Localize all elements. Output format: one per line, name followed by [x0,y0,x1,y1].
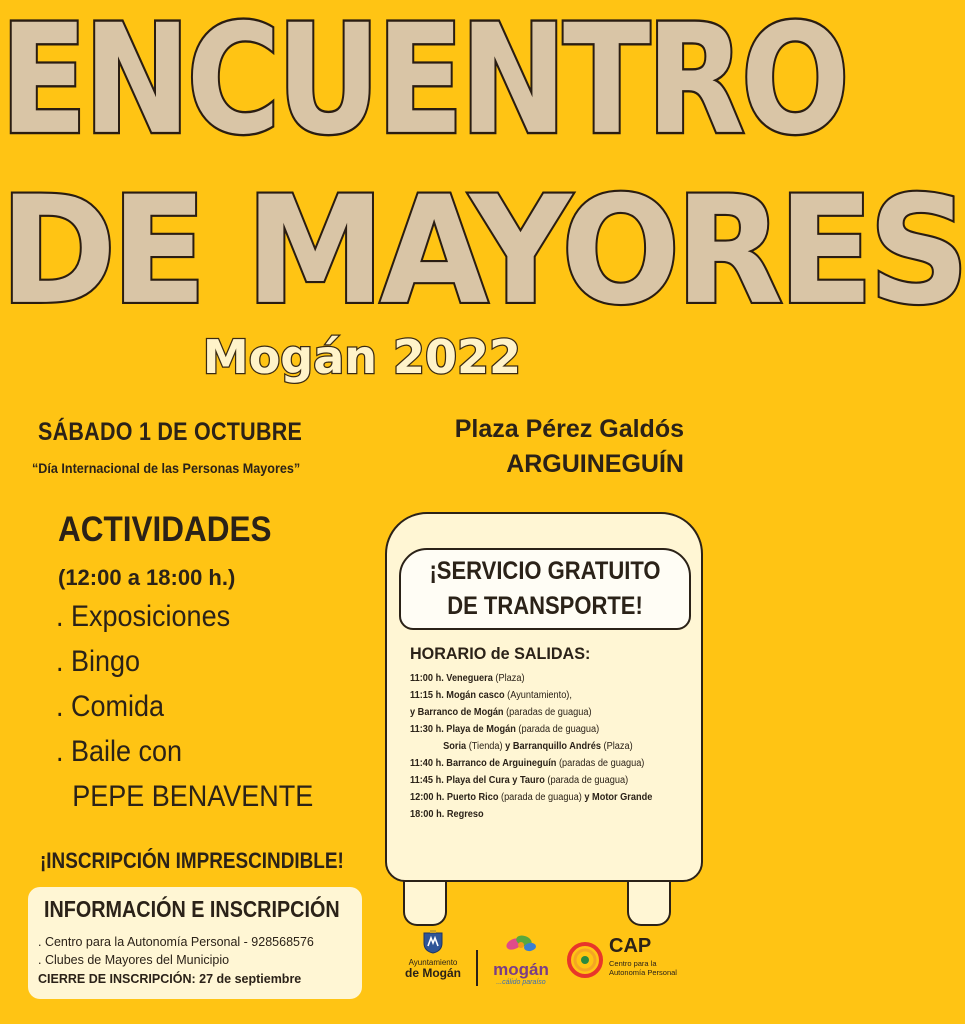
cap-logo [565,935,695,985]
title-line-1: ENCUENTRO [0,0,846,169]
ayto-small-text: Ayuntamiento [408,958,458,967]
activities-title: ACTIVIDADES [58,510,272,549]
activity-item: . Bingo [56,645,141,678]
mogan-name: mogán [493,960,549,979]
schedule-row: 18:00 h. Regreso [410,809,484,820]
subtitle: Mogán 2022 [202,330,522,384]
activities-list [56,594,313,819]
title-line-2: DE MAYORES [0,165,965,338]
schedule-row: y Barranco de Mogán (paradas de guagua) [410,707,592,718]
schedule-row: 11:30 h. Playa de Mogán (parada de guagua) [410,724,600,735]
activity-item: . Comida [56,690,165,723]
mogan-brand-logo [486,932,556,986]
activity-item: . Exposiciones [56,600,231,633]
bus-wheel-right [627,880,671,926]
schedule-list [410,670,652,823]
flower-icon [504,932,538,954]
ayuntamiento-logo [395,930,471,979]
schedule-row: 11:40 h. Barranco de Arguineguín (paradas de guagua) [410,758,645,769]
activities-hours: (12:00 a 18:00 h.) [58,565,236,590]
cap-abbr: CAP [609,935,652,957]
transport-title-line-2: DE TRANSPORTE! [447,592,643,620]
cap-subtitle: Centro para la Autonomía Personal [609,959,677,977]
transport-title-window [399,548,691,630]
registration-required: ¡INSCRIPCIÓN IMPRESCINDIBLE! [40,848,344,873]
schedule-title: HORARIO de SALIDAS: [410,644,591,663]
info-title: INFORMACIÓN E INSCRIPCIÓN [44,896,340,922]
schedule-row: 12:00 h. Puerto Rico (parada de guagua) y Motor Grande [410,792,653,803]
mogan-tagline: ...cálido paraíso [496,979,546,986]
venue-line-1: Plaza Pérez Galdós [454,415,684,443]
transport-title-line-1: ¡SERVICIO GRATUITO [429,557,661,585]
info-line-2: . Clubes de Mayores del Municipio [38,953,230,967]
activity-item: . Baile con [56,735,183,768]
info-deadline: CIERRE DE INSCRIPCIÓN: 27 de septiembre [38,972,302,986]
schedule-row: Soria (Tienda) y Barranquillo Andrés (Plaza) [443,741,633,752]
info-line-1: . Centro para la Autonomía Personal - 928568576 [38,935,314,949]
schedule-row: 11:15 h. Mogán casco (Ayuntamiento), [410,690,572,701]
event-date: SÁBADO 1 DE OCTUBRE [38,418,303,446]
bus-wheel-left [403,880,447,926]
ayto-big-text: de Mogán [405,966,461,980]
event-venue [455,412,684,481]
schedule-row: 11:00 h. Veneguera (Plaza) [410,673,525,684]
venue-line-2: ARGUINEGUÍN [506,449,684,478]
crest-icon [422,930,444,954]
logo-divider [476,950,478,986]
cap-circle-icon [565,937,605,983]
activity-item: PEPE BENAVENTE [72,780,314,813]
schedule-row: 11:45 h. Playa del Cura y Tauro (parada de guagua) [410,775,629,786]
event-day-name: “Día Internacional de las Personas Mayores” [32,460,301,476]
